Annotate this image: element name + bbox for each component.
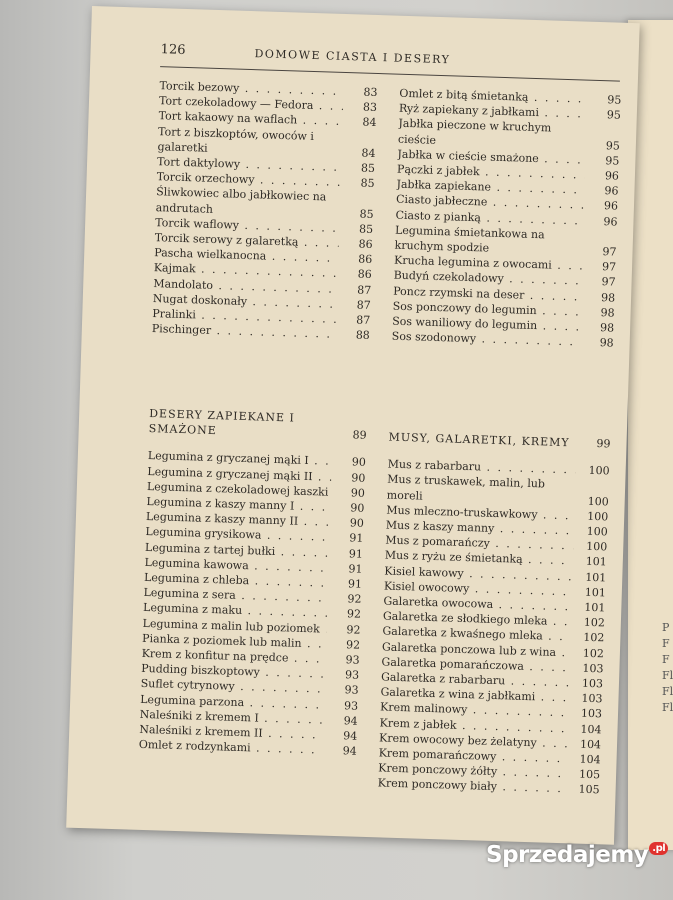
toc-entry-title: Mus mleczno-truskawkowy . . . [386,502,574,523]
toc-section-right [377,430,610,798]
toc-entry-title: Naleśniki z kremem I . . . [140,707,324,728]
toc-column-top-right [392,86,622,351]
toc-entry-page: 103 [581,691,603,706]
toc-entry-title: Legumina z tartej bułki . . . [145,540,329,561]
toc-entry-page: 86 [358,237,373,251]
book-page [66,6,640,845]
toc-entry-page: 103 [582,661,604,676]
toc-entry-page: 102 [582,646,605,661]
toc-entry-title: Suflet cytrynowy . . . [140,676,324,697]
toc-entry-title: Sos szodonowy . . . [392,329,580,350]
toc-entry-page: 91 [347,577,363,591]
toc-entry-title: Torcik serowy z galaretką . . . [155,230,339,251]
toc-entry-title: Śliwkowiec albo jabłkowiec na andrutach [155,185,327,216]
toc-entry-page: 88 [355,328,370,343]
toc-entry-page: 93 [344,683,359,698]
toc-entry-page: 95 [606,108,622,122]
toc-entry-page: 87 [356,298,371,312]
toc-entry-title: Krucha legumina z owocami . . . [394,253,582,274]
toc-entry-page: 85 [360,161,376,175]
toc-entry-page: 96 [603,214,618,229]
toc-entry-page: 95 [607,93,622,107]
toc-entry-page: 94 [342,744,357,758]
toc-entry-title: Legumina parzona . . . [140,692,324,713]
toc-entry-page: 90 [351,455,366,470]
section-page: 89 [352,428,367,443]
toc-entry-title: Legumina kawowa . . . [144,555,328,576]
toc-entry-page: 100 [586,540,608,554]
toc-entry-page: 90 [350,501,365,515]
toc-entry-page: 100 [587,509,609,524]
toc-entry-title: Galaretka z kwaśnego mleka . . . [382,624,570,645]
toc-entry-title: Nugat doskonały . . . [153,291,337,312]
toc-entry-page: 87 [357,283,372,297]
toc-entry-title: Galaretka ze słodkiego mleka . . . [383,609,571,630]
toc-entry-page: 98 [600,305,615,320]
toc-entry-page: 101 [585,570,607,585]
toc-entry-title: Pralinki . . . [152,306,336,327]
adjacent-page-fragment: Fl [662,701,673,714]
toc-entry-page: 96 [604,169,620,183]
toc-entry-page: 85 [359,207,374,221]
toc-entry-title: Kisiel owocowy . . . [384,578,572,599]
toc-entry-page: 91 [349,531,364,546]
toc-entry-page: 101 [584,600,606,615]
toc-entry-title: Jabłka pieczone w kruchym cieście [397,117,552,147]
toc-entry-title: Poncz rzymski na deser . . . [393,283,581,304]
toc-entry-title: Tort czekoladowy — Fedora . . . [159,93,343,114]
toc-entry-title: Mandolato . . . [153,276,337,297]
toc-column-top-left [152,78,378,343]
toc-entry-page: 96 [604,184,619,198]
toc-entry-page: 85 [358,222,374,236]
toc-entry-page: 92 [346,607,362,622]
toc-entry-page: 90 [349,516,365,531]
toc-entry-title: Tort z biszkoptów, owoców i galaretki [157,124,315,155]
toc-entry-page: 102 [583,615,606,630]
section-title: MUSY, GALARETKI, KREMY [388,430,570,450]
toc-entry-page: 83 [363,85,378,100]
toc-entry-title: Pascha wielkanocna . . . [154,245,338,266]
toc-entry-title: Sos waniliowy do legumin . . . [392,314,580,335]
toc-entry-page: 93 [344,668,360,682]
toc-entry-page: 104 [579,737,602,752]
toc-entry-title: Mus z ryżu ze śmietanką . . . [385,548,573,569]
toc-entry-title: Ryż zapiekany z jabłkami . . . [399,101,587,122]
toc-entry-title: Krem z konfitur na prędce . . . [141,646,325,667]
toc-entry-page: 87 [356,313,371,327]
header-rule [160,66,620,81]
toc-entry-title: Galaretka z wina z jabłkami . . . [380,685,568,706]
adjacent-page-fragment: Fl [662,669,673,682]
toc-entry-title: Omlet z bitą śmietanką . . . [399,86,587,107]
toc-entry-page: 100 [587,494,609,509]
toc-entry-page: 97 [602,245,617,259]
toc-entry-title: Legumina śmietankowa na kruchym spodzie [394,223,545,255]
toc-entry-title: Krem malinowy . . . [380,700,568,721]
adjacent-page-fragment: F [662,653,670,666]
toc-entry-title: Krem owocowy bez żelatyny . . . [379,730,567,751]
toc-entry-page: 97 [601,275,616,290]
toc-entry-title: Mus z rabarbaru . . . [388,457,576,478]
toc-entry-page: 98 [599,336,614,350]
toc-entry-title: Legumina z gryczanej mąki I . . . [148,448,332,469]
toc-entry-title: Legumina grysikowa . . . [145,524,329,545]
section-title: DESERY ZAPIEKANE I SMAŻONE [148,407,296,438]
toc-entry-title: Galaretka ponczowa lub z wina . . . [382,639,570,660]
toc-entry-page: 85 [360,176,375,191]
toc-entry-title: Legumina z sera . . . [143,585,327,606]
toc-entry-title: Kisiel kawowy . . . [384,563,572,584]
toc-entry-title: Torcik orzechowy . . . [156,169,340,190]
toc-entry-page: 91 [348,546,364,561]
toc-entry-title: Budyń czekoladowy . . . [393,268,581,289]
toc-entry-page: 98 [599,321,615,335]
toc-entry-title: Torcik waflowy . . . [155,215,339,236]
toc-entry-title: Kajmak . . . [154,261,338,282]
toc-entry-page: 96 [603,199,619,214]
section-heading [388,430,610,452]
toc-entry-page: 100 [588,464,610,478]
adjacent-page-fragment: F [662,637,670,650]
toc-entry-title: Krem ponczowy żółty . . . [378,761,566,782]
toc-entry-title: Mus z truskawek, malin, lub moreli [386,472,546,503]
toc-section-left [139,406,368,759]
toc-entry-page: 95 [605,154,620,168]
running-title: DOMOWE CIASTA I DESERY [254,47,451,67]
toc-entry-page: 92 [347,592,362,606]
toc-entry-title: Omlet z rodzynkami . . . [139,737,323,758]
toc-entry-title: Ciasto z pianką . . . [395,207,583,228]
toc-entry-page: 86 [357,252,373,267]
toc-entry-page: 100 [586,524,608,539]
toc-entry-page: 104 [580,722,602,737]
page-number: 126 [160,42,186,58]
toc-entry-title: Pischinger . . . [152,321,336,342]
watermark-badge: .pl [649,842,668,855]
toc-entry-page: 90 [350,486,366,500]
toc-entry-title: Pączki z jabłek . . . [397,162,585,183]
toc-entry-title: Galaretka owocowa . . . [383,593,571,614]
toc-entry-page: 105 [578,783,600,797]
adjacent-page-fragments [662,620,673,716]
toc-entry-title: Krem ponczowy biały . . . [377,776,565,797]
section-entries [139,448,366,759]
watermark-logo [486,842,668,868]
toc-entry-title: Naleśniki z kremem II . . . [139,722,323,743]
toc-entry-page: 86 [357,267,372,282]
toc-entry-title: Krem z jabłek . . . [379,715,567,736]
watermark-text: Sprzedajemy [486,842,649,868]
toc-entry-title: Krem pomarańczowy . . . [378,745,566,766]
toc-entry-page: 84 [361,146,376,160]
toc-entry-page: 92 [345,638,361,652]
toc-entry-page: 84 [362,115,377,130]
toc-entry-title: Legumina z maku . . . [143,600,327,621]
section-page: 99 [596,437,611,451]
toc-entry-title: Pudding biszkoptowy . . . [141,661,325,682]
toc-entry-page: 97 [601,260,617,274]
toc-entry-page: 94 [343,714,358,728]
toc-entry-title: Jabłka zapiekane . . . [396,177,584,198]
toc-entry-title: Galaretka pomarańczowa . . . [381,654,569,675]
toc-entry-page: 105 [578,767,601,782]
adjacent-page-fragment: P [662,621,670,634]
toc-entry-page: 104 [579,752,601,767]
toc-entry-page: 91 [348,562,363,576]
toc-entry-title: Tort kakaowy na waflach . . . [158,109,342,130]
toc-entry-page: 98 [600,290,616,305]
toc-entry-page: 103 [580,707,603,721]
toc-entry-title: Ciasto jabłeczne . . . [396,192,584,213]
toc-entry-title: Sos ponczowy do legumin . . . [392,298,580,319]
toc-entry-page: 101 [585,555,607,569]
toc-entry-title: Legumina z gryczanej mąki II . . . [147,464,331,485]
toc-entry-title: Legumina z kaszy manny II . . . [146,509,330,530]
toc-entry-title: Jabłka w cieście smażone . . . [397,146,585,167]
toc-entry-page: 93 [345,653,360,667]
toc-entry-title: Tort daktylowy . . . [157,154,341,175]
toc-entry-page: 102 [583,631,605,645]
toc-entry-title: Legumina z czekoladowej kaszki . . . [147,479,331,500]
toc-entry-page: 101 [584,585,607,600]
adjacent-page-fragment: Fl [662,685,673,698]
toc-entry-page: 83 [362,100,378,115]
toc-entry-page: 90 [351,470,366,485]
toc-entry-title: Mus z kaszy manny . . . [386,518,574,539]
toc-entry-title: Pianka z poziomek lub malin . . . [142,631,326,652]
toc-entry-title: Galaretka z rabarbaru . . . [381,669,569,690]
section-entries [377,457,609,798]
toc-entry-title: Legumina z kaszy manny I . . . [146,494,330,515]
section-heading [149,406,368,443]
toc-entry-page: 95 [605,138,621,153]
toc-entry-title: Torcik bezowy . . . [159,78,343,99]
toc-entry-title: Legumina z chleba . . . [144,570,328,591]
toc-entry-title: Mus z pomarańczy . . . [385,533,573,554]
toc-entry-page: 93 [343,698,359,713]
toc-entry-page: 94 [342,729,358,743]
toc-entry-page: 92 [346,622,361,637]
toc-entry-page: 103 [581,676,604,691]
toc-entry-title: Legumina z malin lub poziomek . . . [142,616,326,637]
